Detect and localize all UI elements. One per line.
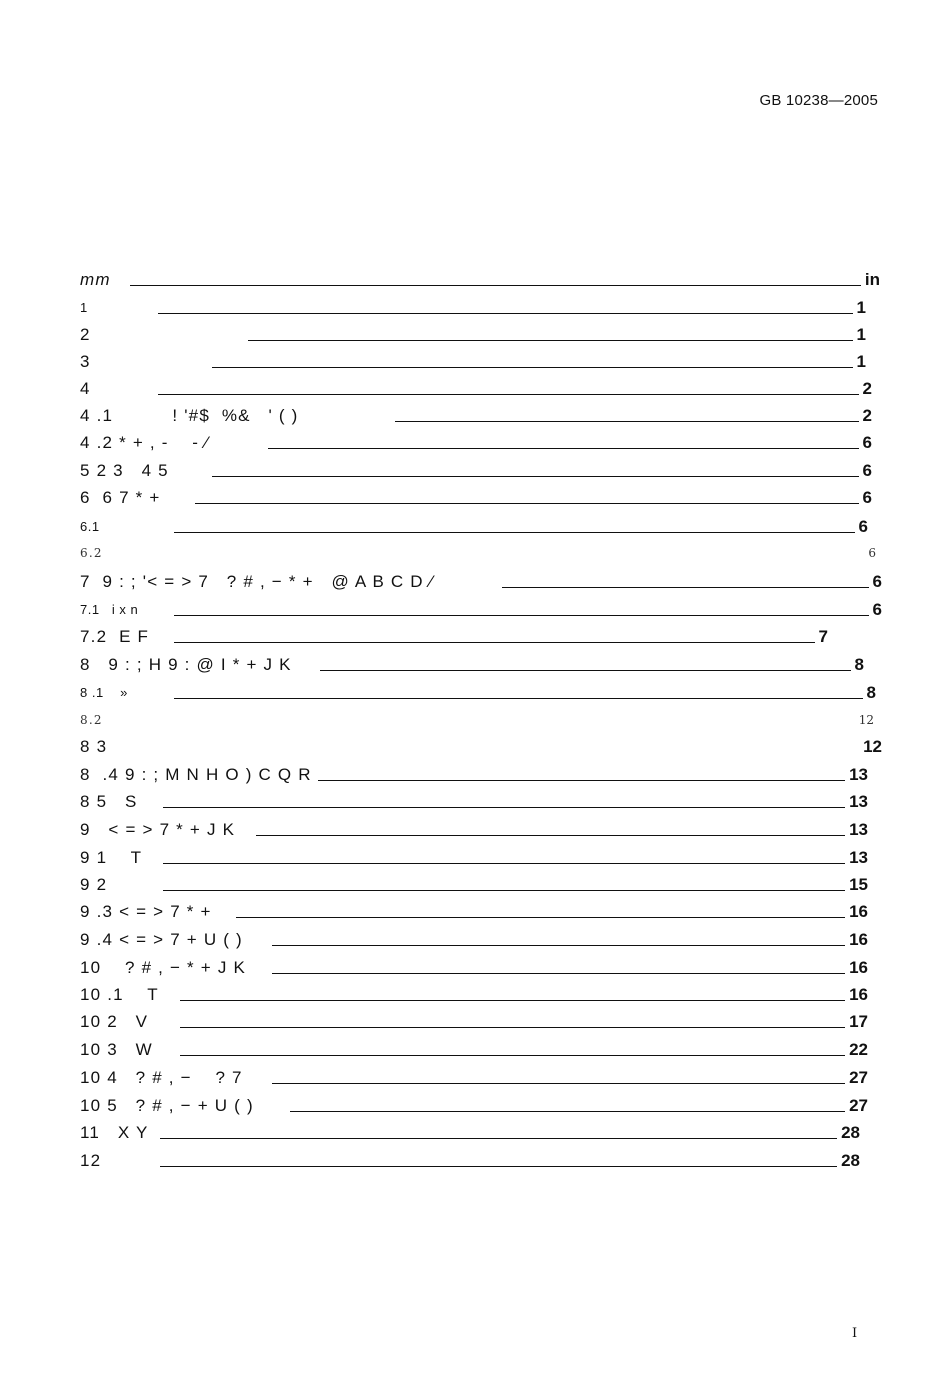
toc-entry-label: 10 .1 T — [80, 985, 159, 1004]
toc-entry-label: 8 5 S — [80, 792, 138, 811]
toc-page-number: 28 — [841, 1123, 860, 1142]
toc-entry-label: 9 .4 < = > 7 + U ( ) — [80, 930, 243, 949]
toc-entry-label: 7 9 : ; '< = > 7 ? # , − * + @ A B C D ⁄ — [80, 572, 434, 591]
toc-entry[interactable] — [80, 461, 872, 481]
toc-page-number: 13 — [849, 765, 868, 784]
toc-leader-line — [236, 917, 845, 918]
page-number: I — [852, 1326, 858, 1341]
toc-leader-line — [180, 1055, 845, 1056]
toc-page-number: 6 — [872, 572, 882, 591]
toc-page-number: 13 — [849, 792, 868, 811]
toc-entry[interactable] — [80, 298, 866, 318]
toc-page-number: 1 — [856, 298, 866, 317]
toc-entry-label: 6.2 — [80, 546, 103, 560]
toc-entry-label: 5 2 3 4 5 — [80, 461, 169, 480]
toc-leader-line — [502, 587, 869, 588]
toc-entry[interactable] — [80, 1068, 868, 1088]
toc-entry-label: 6 6 7 * + — [80, 488, 161, 507]
toc-page-number: 1 — [856, 352, 866, 371]
toc-page-number: 2 — [862, 379, 872, 398]
toc-page-number: 6 — [868, 546, 876, 560]
toc-leader-line — [290, 1111, 845, 1112]
toc-entry[interactable] — [80, 572, 882, 592]
toc-entry[interactable] — [80, 958, 868, 978]
toc-leader-line — [174, 532, 855, 533]
toc-leader-line — [248, 340, 853, 341]
toc-entry-label: 4 .2 * + , - - ⁄ — [80, 433, 210, 452]
toc-page-number: 8 — [854, 655, 864, 674]
toc-entry-label: 3 — [80, 352, 91, 371]
toc-leader-line — [174, 698, 863, 699]
toc-entry[interactable] — [80, 902, 868, 922]
toc-entry-label: 8.2 — [80, 713, 103, 727]
toc-leader-line — [160, 1138, 837, 1139]
toc-entry-label: 8 9 : ; H 9 : @ I * + J K — [80, 655, 292, 674]
toc-page-number: 16 — [849, 958, 868, 977]
toc-entry[interactable] — [80, 737, 882, 757]
toc-entry[interactable] — [80, 543, 876, 563]
toc-entry-label: 10 ? # , − * + J K — [80, 958, 247, 977]
toc-entry-label: 12 — [80, 1151, 102, 1170]
toc-entry[interactable] — [80, 1123, 860, 1143]
toc-leader-line — [272, 973, 845, 974]
toc-entry[interactable] — [80, 1096, 868, 1116]
toc-leader-line — [195, 503, 859, 504]
toc-leader-line — [130, 285, 861, 286]
toc-entry[interactable] — [80, 930, 868, 950]
toc-leader-line — [158, 313, 853, 314]
toc-leader-line — [256, 835, 845, 836]
toc-page-number: 6 — [872, 600, 882, 619]
toc-page-number: 7 — [818, 627, 828, 646]
toc-entry[interactable] — [80, 683, 876, 703]
toc-entry[interactable] — [80, 710, 874, 730]
toc-entry[interactable] — [80, 820, 868, 840]
toc-page-number: in — [864, 270, 880, 289]
toc-entry-label: 11 X Y — [80, 1123, 149, 1142]
toc-entry[interactable] — [80, 792, 868, 812]
toc-entry[interactable] — [80, 433, 872, 453]
toc-leader-line — [180, 1000, 845, 1001]
toc-entry[interactable] — [80, 875, 868, 895]
toc-entry-label: 8 3 — [80, 737, 108, 756]
toc-page-number: 16 — [849, 930, 868, 949]
toc-leader-line — [180, 1027, 845, 1028]
toc-entry-label: 9 1 T — [80, 848, 143, 867]
toc-leader-line — [174, 642, 815, 643]
toc-entry-label: 8 .4 9 : ; M N H O ) C Q R — [80, 765, 312, 784]
toc-entry-label: 8 .1 » — [80, 685, 128, 700]
toc-page-number: 6 — [862, 433, 872, 452]
toc-page-number: 13 — [849, 848, 868, 867]
toc-entry-label: 9 < = > 7 * + J K — [80, 820, 236, 839]
toc-page-number: 15 — [849, 875, 868, 894]
toc-entry-label: 4 — [80, 379, 91, 398]
toc-page-number: 8 — [866, 683, 876, 702]
toc-page-number: 6 — [862, 461, 872, 480]
toc-page-number: 1 — [856, 325, 866, 344]
toc-entry-label: 10 3 W — [80, 1040, 153, 1059]
toc-entry[interactable] — [80, 406, 872, 426]
toc-entry[interactable] — [80, 627, 828, 647]
toc-entry[interactable] — [80, 848, 868, 868]
toc-entry[interactable] — [80, 379, 872, 399]
toc-leader-line — [160, 1166, 837, 1167]
toc-page-number: 27 — [849, 1096, 868, 1115]
toc-page-number: 2 — [862, 406, 872, 425]
toc-leader-line — [212, 476, 859, 477]
toc-leader-line — [163, 890, 845, 891]
toc-entry-label: 6.1 — [80, 519, 100, 534]
toc-page-number: 12 — [858, 713, 874, 727]
toc-page-number: 16 — [849, 985, 868, 1004]
toc-leader-line — [318, 780, 845, 781]
toc-entry-label: 9 2 — [80, 875, 108, 894]
document-code: GB 10238—2005 — [759, 92, 878, 109]
toc-page-number: 16 — [849, 902, 868, 921]
toc-leader-line — [395, 421, 859, 422]
toc-page-number: 17 — [849, 1012, 868, 1031]
toc-leader-line — [158, 394, 859, 395]
toc-leader-line — [268, 448, 859, 449]
toc-page-number: 6 — [862, 488, 872, 507]
toc-page-number: 28 — [841, 1151, 860, 1170]
toc-entry[interactable] — [80, 655, 864, 675]
toc-entry[interactable] — [80, 270, 880, 290]
toc-entry[interactable] — [80, 1040, 868, 1060]
toc-entry[interactable] — [80, 1151, 860, 1171]
toc-page-number: 22 — [849, 1040, 868, 1059]
toc-entry-label: 10 2 V — [80, 1012, 149, 1031]
toc-entry[interactable] — [80, 985, 868, 1005]
toc-entry-label: 10 5 ? # , − + U ( ) — [80, 1096, 254, 1115]
toc-leader-line — [272, 1083, 845, 1084]
toc-entry-label: 7.1 i x n — [80, 602, 139, 617]
toc-leader-line — [163, 807, 845, 808]
toc-entry-label: 1 — [80, 300, 88, 315]
toc-entry-label: mm — [80, 270, 111, 289]
toc-entry-label: 10 4 ? # , − ? 7 — [80, 1068, 243, 1087]
toc-leader-line — [212, 367, 853, 368]
toc-entry-label: 2 — [80, 325, 91, 344]
toc-page-number: 6 — [858, 517, 868, 536]
toc-entry-label: 4 .1 ! '#$ %& ' ( ) — [80, 406, 299, 425]
toc-entry[interactable] — [80, 600, 882, 620]
toc-page-number: 13 — [849, 820, 868, 839]
toc-entry[interactable] — [80, 488, 872, 508]
toc-page-number: 12 — [863, 737, 882, 756]
toc-entry[interactable] — [80, 765, 868, 785]
toc-entry[interactable] — [80, 325, 866, 345]
toc-entry[interactable] — [80, 517, 868, 537]
toc-leader-line — [174, 615, 869, 616]
toc-leader-line — [272, 945, 845, 946]
toc-page-number: 27 — [849, 1068, 868, 1087]
toc-entry[interactable] — [80, 1012, 868, 1032]
toc-entry[interactable] — [80, 352, 866, 372]
toc-entry-label: 7.2 E F — [80, 627, 150, 646]
toc-leader-line — [163, 863, 845, 864]
toc-entry-label: 9 .3 < = > 7 * + — [80, 902, 212, 921]
toc-leader-line — [320, 670, 851, 671]
